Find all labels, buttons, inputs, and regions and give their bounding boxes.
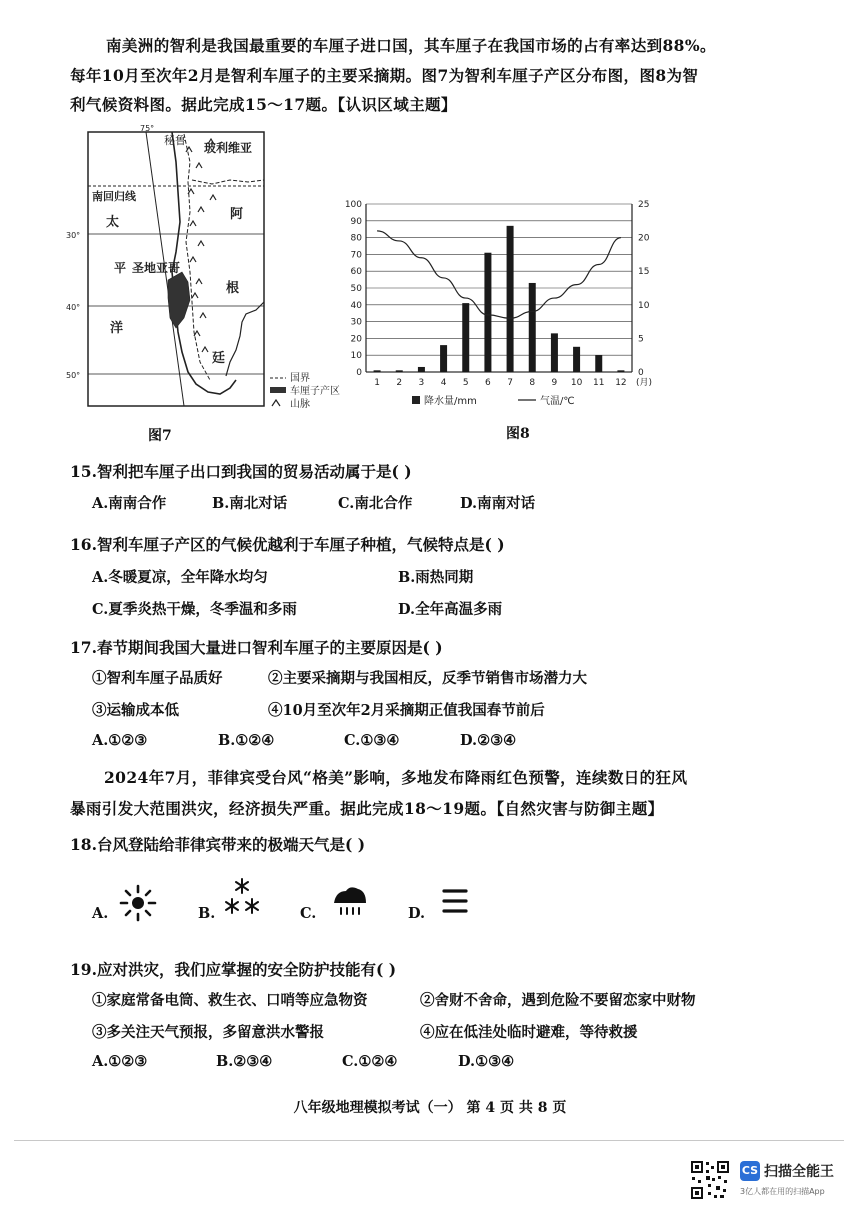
- left-axis-tick: 80: [350, 233, 362, 244]
- left-axis-tick: 90: [350, 216, 362, 227]
- map-label-tropic: 南回归线: [92, 190, 136, 203]
- intro-line-1: 南美洲的智利是我国最重要的车厘子进口国，其车厘子在我国市场的占有率达到88%。: [106, 36, 716, 55]
- x-axis-tick: 5: [462, 378, 469, 388]
- q16-option-c[interactable]: C.夏季炎热干燥，冬季温和多雨: [92, 601, 297, 618]
- q19-option-d[interactable]: D.①③④: [458, 1053, 515, 1070]
- q17-item-2: ②主要采摘期与我国相反，反季节销售市场潜力大: [268, 670, 587, 687]
- q17-option-b[interactable]: B.①②④: [218, 732, 275, 749]
- page-footer: 八年级地理模拟考试（一） 第 4 页 共 8 页: [293, 1100, 567, 1116]
- map-lon-label: 75°: [140, 124, 155, 133]
- q17-item-1: ①智利车厘子品质好: [92, 670, 223, 687]
- q19-option-c[interactable]: C.①②④: [342, 1053, 398, 1070]
- map-legend-border: 国界: [290, 373, 310, 384]
- q19-option-a[interactable]: A.①②③: [92, 1053, 148, 1070]
- q17-item-3: ③运输成本低: [92, 702, 179, 719]
- map-lat-50: 50°: [66, 371, 81, 380]
- q15-option-b[interactable]: B.南北对话: [212, 495, 288, 512]
- q18-option-a[interactable]: A.: [92, 905, 109, 922]
- typhoon-intro-line-1: 2024年7月，菲律宾受台风“格美”影响，多地发布降雨红色预警，连续数日的狂风: [104, 768, 688, 787]
- right-axis-tick: 25: [638, 200, 650, 210]
- figure-8-climate-chart: [340, 192, 670, 417]
- precipitation-bar: [507, 226, 514, 372]
- q18-stem: 18.台风登陆给菲律宾带来的极端天气是( ): [70, 835, 366, 854]
- left-axis-tick: 0: [356, 368, 362, 378]
- temperature-line: [377, 231, 621, 318]
- fog-icon: [440, 885, 472, 917]
- q19-item-3: ③多关注天气预报，多留意洪水警报: [92, 1024, 324, 1041]
- map-legend-mountain: 山脉: [290, 399, 310, 410]
- precipitation-bar: [418, 367, 425, 372]
- figure-7-caption: 图7: [148, 428, 172, 444]
- x-axis-tick: 8: [529, 378, 536, 388]
- intro-line-2: 每年10月至次年2月是智利车厘子的主要采摘期。图7为智利车厘子产区分布图，图8为智: [70, 66, 699, 85]
- q19-item-4: ④应在低洼处临时避难，等待救援: [420, 1024, 638, 1041]
- snow-icon: [222, 877, 262, 919]
- precipitation-bar: [551, 333, 558, 372]
- rainstorm-icon: [330, 883, 370, 919]
- intro-line-3: 利气候资料图。据此完成15～17题。【认识区域主题】: [70, 95, 457, 114]
- left-axis-tick: 10: [350, 351, 362, 362]
- x-axis-tick: 11: [593, 378, 605, 388]
- left-axis-tick: 100: [344, 200, 362, 210]
- map-label-peru: 秘鲁: [164, 134, 186, 147]
- q15-stem: 15.智利把车厘子出口到我国的贸易活动属于是( ): [70, 462, 412, 481]
- q16-option-b[interactable]: B.雨热同期: [398, 569, 474, 586]
- precipitation-bar: [529, 283, 536, 372]
- x-axis-tick: 9: [551, 378, 558, 388]
- map-legend-cherry: 车厘子产区: [290, 386, 340, 397]
- precipitation-bar: [484, 253, 491, 372]
- q17-option-c[interactable]: C.①③④: [344, 732, 400, 749]
- right-axis-tick: 10: [638, 300, 650, 311]
- q16-option-a[interactable]: A.冬暖夏凉，全年降水均匀: [92, 569, 268, 586]
- x-axis-tick: 10: [570, 378, 583, 388]
- map-label-a: 阿: [230, 207, 244, 222]
- q16-stem: 16.智利车厘子产区的气候优越利于车厘子种植，气候特点是( ): [70, 535, 505, 554]
- scanner-logo: CS: [740, 1161, 760, 1181]
- x-axis-tick: 6: [485, 378, 491, 388]
- left-axis-tick: 30: [350, 317, 362, 328]
- right-axis-tick: 0: [638, 368, 644, 378]
- precipitation-bar: [374, 370, 381, 372]
- x-axis-unit: (月): [636, 378, 653, 388]
- figure-8-caption: 图8: [506, 426, 530, 442]
- scanner-tagline: 3亿人都在用的扫描App: [740, 1187, 825, 1196]
- q18-option-d[interactable]: D.: [408, 905, 426, 922]
- q15-option-c[interactable]: C.南北合作: [338, 495, 413, 512]
- map-label-gen: 根: [226, 281, 240, 296]
- map-label-chile: 圣地亚哥: [132, 261, 181, 275]
- q19-stem: 19.应对洪灾，我们应掌握的安全防护技能有( ): [70, 960, 397, 979]
- precipitation-bar: [573, 347, 580, 372]
- x-axis-tick: 12: [615, 378, 627, 388]
- q17-option-a[interactable]: A.①②③: [92, 732, 148, 749]
- legend-temperature: 气温/℃: [540, 396, 575, 407]
- x-axis-tick: 4: [440, 378, 447, 388]
- left-axis-tick: 60: [350, 267, 362, 278]
- q17-item-4: ④10月至次年2月采摘期正值我国春节前后: [268, 702, 545, 719]
- q16-option-d[interactable]: D.全年高温多雨: [398, 601, 503, 618]
- left-axis-tick: 50: [350, 284, 362, 294]
- right-axis-tick: 20: [638, 233, 650, 244]
- q19-item-2: ②舍财不舍命，遇到危险不要留恋家中财物: [420, 992, 696, 1009]
- page-divider: [14, 1140, 844, 1141]
- precipitation-bar: [595, 355, 602, 372]
- left-axis-tick: 40: [350, 300, 362, 311]
- map-label-tai: 太: [106, 215, 120, 230]
- left-axis-tick: 20: [350, 334, 362, 345]
- qr-code-icon: [690, 1160, 730, 1200]
- map-lat-40: 40°: [66, 303, 81, 312]
- precipitation-bar: [462, 303, 469, 372]
- q18-option-c[interactable]: C.: [300, 905, 317, 922]
- q15-option-d[interactable]: D.南南对话: [460, 495, 536, 512]
- right-axis-tick: 5: [638, 334, 644, 345]
- x-axis-tick: 2: [396, 378, 403, 388]
- map-label-yang: 洋: [110, 321, 124, 336]
- map-label-bolivia: 玻利维亚: [204, 141, 253, 155]
- map-label-pingyang: 平: [114, 261, 127, 275]
- precipitation-bar: [617, 370, 624, 372]
- scanner-name: 扫描全能王: [764, 1164, 834, 1180]
- typhoon-intro-line-2: 暴雨引发大范围洪灾，经济损失严重。据此完成18～19题。【自然灾害与防御主题】: [70, 799, 664, 818]
- map-lat-30: 30°: [66, 231, 81, 240]
- figure-7-map: [66, 122, 370, 412]
- x-axis-tick: 1: [374, 378, 380, 388]
- left-axis-tick: 70: [350, 250, 362, 261]
- x-axis-tick: 7: [507, 378, 513, 388]
- legend-precipitation: 降水量/mm: [424, 396, 477, 407]
- q17-stem: 17.春节期间我国大量进口智利车厘子的主要原因是( ): [70, 638, 443, 657]
- precipitation-bar: [440, 345, 447, 372]
- map-label-ting: 廷: [212, 351, 226, 366]
- q19-item-1: ①家庭常备电筒、救生衣、口哨等应急物资: [92, 992, 368, 1009]
- x-axis-tick: 3: [418, 378, 425, 388]
- q18-option-b[interactable]: B.: [198, 905, 216, 922]
- sun-icon: [118, 883, 158, 923]
- q15-option-a[interactable]: A.南南合作: [92, 495, 167, 512]
- precipitation-bar: [396, 370, 403, 372]
- q19-option-b[interactable]: B.②③④: [216, 1053, 273, 1070]
- right-axis-tick: 15: [638, 267, 650, 278]
- q17-option-d[interactable]: D.②③④: [460, 732, 517, 749]
